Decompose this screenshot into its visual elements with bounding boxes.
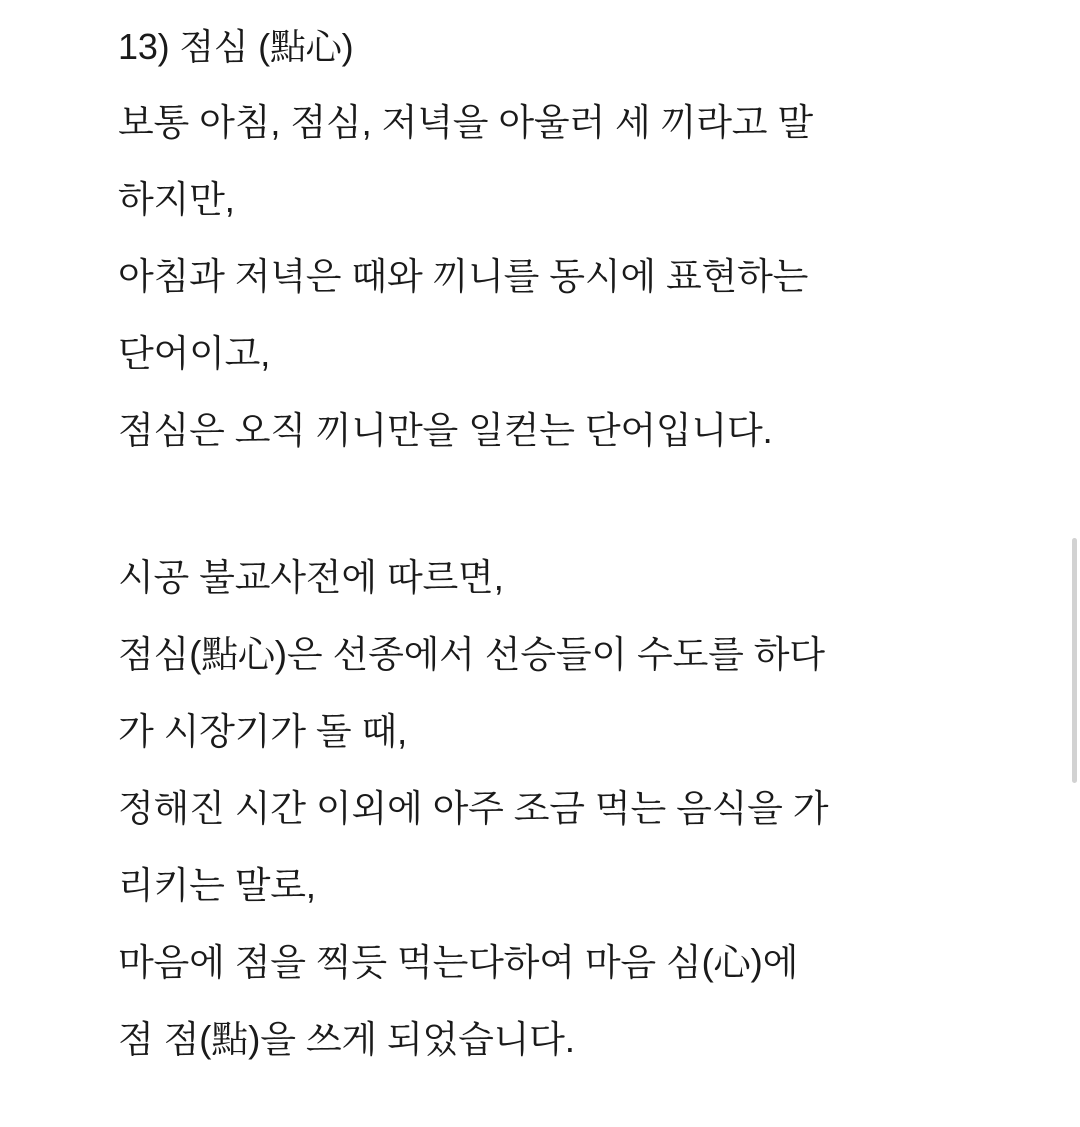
text-line: 점 점(點)을 쓰게 되었습니다. bbox=[118, 1019, 575, 1060]
text-line: 정해진 시간 이외에 아주 조금 먹는 음식을 가 bbox=[118, 788, 829, 829]
text-line: 단어이고, bbox=[118, 333, 271, 374]
text-line: 하지만, bbox=[118, 179, 235, 220]
text-line: 시공 불교사전에 따르면, bbox=[118, 557, 504, 598]
scrollbar-thumb[interactable] bbox=[1072, 538, 1077, 783]
text-line: 점심(點心)은 선종에서 선승들이 수도를 하다 bbox=[118, 634, 825, 675]
document-content bbox=[118, 10, 998, 1078]
page-title: 13) 점심 (點心) bbox=[118, 26, 354, 67]
text-line: 아침과 저녁은 때와 끼니를 동시에 표현하는 bbox=[118, 256, 809, 297]
text-line: 리키는 말로, bbox=[118, 865, 316, 906]
vertical-scrollbar[interactable] bbox=[1072, 0, 1080, 1127]
text-line: 마음에 점을 찍듯 먹는다하여 마음 심(心)에 bbox=[118, 942, 799, 983]
text-line: 보통 아침, 점심, 저녁을 아울러 세 끼라고 말 bbox=[118, 102, 813, 143]
paragraph-1 bbox=[118, 84, 998, 469]
text-line: 가 시장기가 돌 때, bbox=[118, 711, 408, 752]
paragraph-spacer bbox=[118, 469, 998, 539]
text-line: 점심은 오직 끼니만을 일컫는 단어입니다. bbox=[118, 410, 773, 451]
paragraph-2 bbox=[118, 539, 998, 1078]
